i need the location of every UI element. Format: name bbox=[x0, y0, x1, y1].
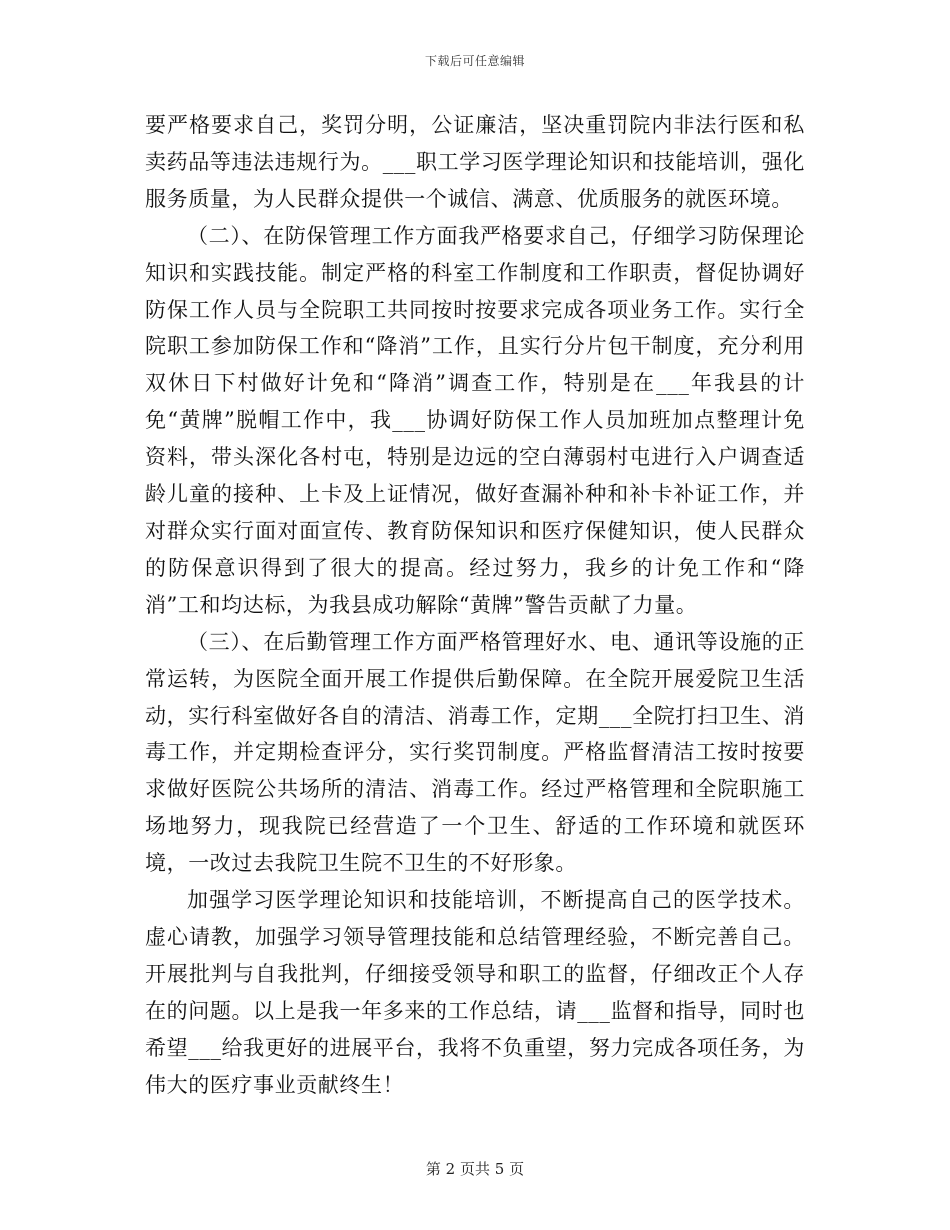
paragraph-1: 要严格要求自己，奖罚分明，公证廉洁，坚决重罚院内非法行医和私卖药品等违法违规行为。___职工学习医学理论知识和技能培训，强化服务质量，为人民群众提供一个诚信、满意、优质服务的就医环境。 bbox=[145, 113, 805, 211]
paragraph-4: 加强学习医学理论知识和技能培训，不断提高自己的医学技术。虚心请教，加强学习领导管理技能和总结管理经验，不断完善自己。开展批判与自我批判，仔细接受领导和职工的监督，仔细改正个人存在的问题。以上是我一年多来的工作总结，请___监督和指导，同时也希望___给我更好的进展平台，我将不负重望，努力完成各项任务，为伟大的医疗事业贡献终生！ bbox=[145, 888, 805, 1097]
page-footer: 第 2 页共 5 页 bbox=[425, 1160, 525, 1178]
document-body bbox=[145, 107, 805, 1103]
paragraph-3: （三）、在后勤管理工作方面严格管理好水、电、通讯等设施的正常运转，为医院全面开展工作提供后勤保障。在全院开展爱院卫生活动，实行科室做好各自的清洁、消毒工作，定期___全院打扫卫生、消毒工作，并定期检查评分，实行奖罚制度。严格监督清洁工按时按要求做好医院公共场所的清洁、消毒工作。经过严格管理和全院职施工场地努力，现我院已经营造了一个卫生、舒适的工作环境和就医环境，一改过去我院卫生院不卫生的不好形象。 bbox=[145, 629, 805, 876]
page-header: 下载后可任意编辑 bbox=[424, 54, 525, 68]
paragraph-2: （二）、在防保管理工作方面我严格要求自己，仔细学习防保理论知识和实践技能。制定严格的科室工作制度和工作职责，督促协调好防保工作人员与全院职工共同按时按要求完成各项业务工作。实行全院职工参加防保工作和“降消”工作，且实行分片包干制度，充分利用双休日下村做好计免和“降消”调查工作，特别是在___年我县的计免“黄牌”脱帽工作中，我___协调好防保工作人员加班加点整理计免资料，带头深化各村屯，特别是边远的空白薄弱村屯进行入户调查适龄儿童的接种、上卡及上证情况，做好查漏补种和补卡补证工作，并对群众实行面对面宣传、教育防保知识和医疗保健知识，使人民群众的防保意识得到了很大的提高。经过努力，我乡的计免工作和“降消”工和均达标，为我县成功解除“黄牌”警告贡献了力量。 bbox=[145, 223, 805, 617]
